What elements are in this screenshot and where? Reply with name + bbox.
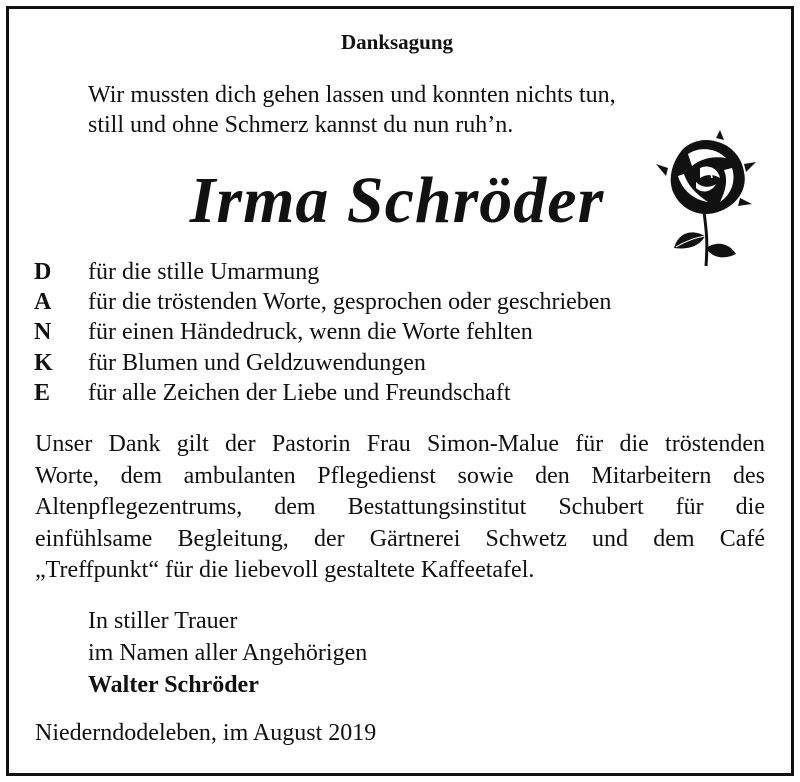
danke-letter-a: A — [34, 289, 52, 315]
thanks-line-5: „Treffpunkt“ für die liebevoll gestaltete Kaffeetafel. — [35, 557, 535, 583]
thanks-line-1: Unser Dank gilt der Pastorin Frau Simon-Malue für die tröstenden — [35, 431, 765, 457]
danke-letter-d: D — [34, 259, 52, 285]
danke-letter-n: N — [34, 319, 52, 345]
thanks-line-3: Altenpflegezentrums, dem Bestattungsinstitut Schubert für die — [35, 494, 765, 520]
signature-name: Walter Schröder — [88, 672, 259, 698]
thanks-paragraph — [35, 429, 765, 587]
signature-line-1: In stiller Trauer — [88, 608, 238, 634]
danke-text-e: für alle Zeichen der Liebe und Freundschaft — [88, 380, 511, 406]
danke-letter-k: K — [34, 350, 53, 376]
deceased-name: Irma Schröder — [189, 164, 605, 237]
heading: Danksagung — [340, 30, 454, 54]
thanks-line-4: einfühlsame Begleitung, der Gärtnerei Schwetz und dem Café — [35, 525, 765, 552]
danke-text-d: für die stille Umarmung — [88, 259, 320, 285]
rose-icon — [644, 128, 760, 270]
motto-line-2: still und ohne Schmerz kannst du nun ruh’n. — [88, 112, 514, 138]
signature-line-2: im Namen aller Angehörigen — [88, 640, 368, 666]
danke-text-a: für die tröstenden Worte, gesprochen oder geschrieben — [88, 289, 612, 315]
danke-text-k: für Blumen und Geldzuwendungen — [88, 350, 426, 376]
thanks-line-2: Worte, dem ambulanten Pflegedienst sowie den Mitarbeitern des — [35, 462, 765, 489]
place-date: Niederndodeleben, im August 2019 — [35, 720, 377, 746]
danke-text-n: für einen Händedruck, wenn die Worte fehlten — [88, 319, 533, 345]
motto-line-1: Wir mussten dich gehen lassen und konnten nichts tun, — [88, 82, 616, 108]
danke-letter-e: E — [34, 380, 51, 406]
